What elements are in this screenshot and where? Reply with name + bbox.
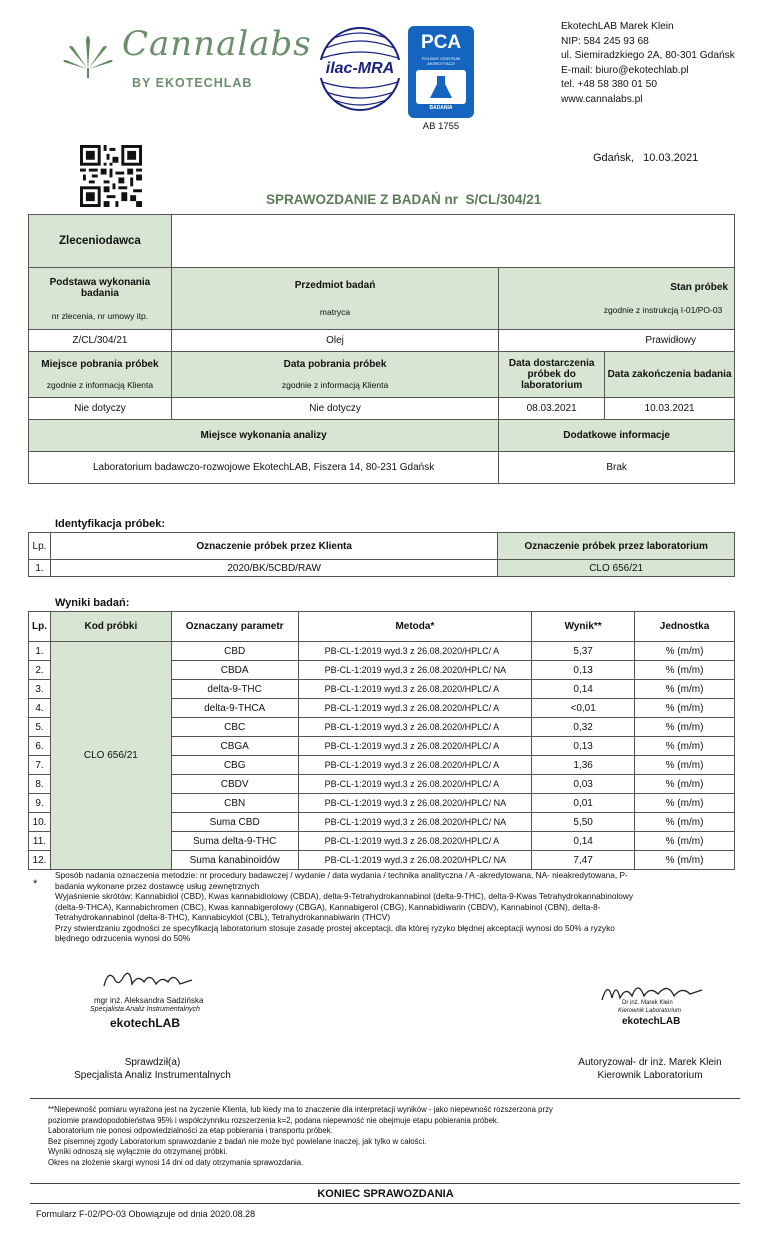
info-table	[28, 214, 735, 484]
ident-lp-header: Lp.	[29, 533, 51, 560]
row-result: 1,36	[532, 756, 635, 775]
subject-sub: matryca	[319, 307, 351, 317]
subject-label: Przedmiot badań	[294, 280, 376, 291]
ident-lab-header: Oznaczenie próbek przez laboratorium	[498, 533, 735, 560]
row-result: 0,14	[532, 680, 635, 699]
footnote-line: Laboratorium nie ponosi odpowiedzialności za etap pobierania i transportu próbek.	[48, 1126, 333, 1135]
note-line: Tetrahydrokannabinol (delta-8-THC), Kannabicyklol (CBL), Tetrahydrokannabiwarin (THCV)	[55, 912, 391, 922]
client-value	[171, 215, 734, 268]
report-number: S/CL/304/21	[465, 192, 542, 207]
row-lp: 3.	[29, 680, 51, 699]
left-signature	[80, 966, 230, 1036]
end-date-value: 10.03.2021	[605, 398, 735, 420]
left-caption	[70, 1056, 235, 1082]
row-method: PB-CL-1:2019 wyd.3 z 26.08.2020/HPLC/ A	[298, 832, 532, 851]
notes-block	[55, 870, 745, 944]
ilac-text: ilac-MRA	[325, 60, 395, 77]
ident-lp: 1.	[29, 560, 51, 577]
ident-row	[29, 560, 735, 577]
pca-badania: BADANIA	[429, 105, 453, 111]
extra-info-label: Dodatkowe informacje	[499, 420, 735, 452]
row-method: PB-CL-1:2019 wyd.3 z 26.08.2020/HPLC/ A	[298, 756, 532, 775]
note-line: Wyjaśnienie skrótów: Kannabidiol (CBD), Kwas kannabidiolowy (CBDA), delta-9-Tetrahydrokannabinol (delta-9-THC), delta-9-Kwas Tetrahydrokannabinolowy	[55, 891, 634, 901]
row-unit: % (m/m)	[635, 661, 735, 680]
basis-sub: nr zlecenia, nr umowy itp.	[51, 310, 149, 321]
row-method: PB-CL-1:2019 wyd.3 z 26.08.2020/HPLC/ A	[298, 775, 532, 794]
row-param: CBC	[171, 718, 298, 737]
state-header	[499, 268, 735, 330]
ident-lab-value: CLO 656/21	[498, 560, 735, 577]
row-result: 5,37	[532, 642, 635, 661]
end-divider-bottom	[30, 1203, 740, 1204]
ident-client-header: Oznaczenie próbek przez Klienta	[50, 533, 497, 560]
basis-value: Z/CL/304/21	[29, 330, 172, 352]
notes-star: *	[33, 878, 38, 890]
row-param: CBN	[171, 794, 298, 813]
row-unit: % (m/m)	[635, 756, 735, 775]
sampling-place-sub: zgodnie z informacją Klienta	[46, 380, 154, 390]
basis-header	[29, 268, 172, 330]
pca-logo	[408, 26, 474, 118]
row-unit: % (m/m)	[635, 813, 735, 832]
sampling-date-value: Nie dotyczy	[171, 398, 498, 420]
row-method: PB-CL-1:2019 wyd.3 z 26.08.2020/HPLC/ NA	[298, 813, 532, 832]
state-label: Stan próbek	[670, 282, 728, 293]
sampling-date-header	[171, 352, 498, 398]
row-result: <0,01	[532, 699, 635, 718]
subject-value: Olej	[171, 330, 498, 352]
left-signer-role: Specjalista Analiz Instrumentalnych	[90, 1006, 200, 1013]
company-address: ul. Siemiradzkiego 2A, 80-301 Gdańsk	[561, 50, 735, 62]
row-param: CBDV	[171, 775, 298, 794]
sampling-date-label: Data pobrania próbek	[283, 359, 387, 370]
cannabis-leaf-icon	[60, 30, 116, 80]
col-lp-header: Lp.	[29, 612, 51, 642]
row-unit: % (m/m)	[635, 737, 735, 756]
logo-name: Cannalabs	[122, 24, 312, 64]
row-lp: 10.	[29, 813, 51, 832]
sampling-place-header	[29, 352, 172, 398]
right-signer-name: Dr inż. Marek Klein	[622, 1000, 673, 1006]
footnote-line: poziomie prawdopodobieństwa 95% i współczynniku rozszerzenia k=2, podana niepewność nie obejmuje etapu pobierania próbek.	[48, 1115, 499, 1125]
company-web: www.cannalabs.pl	[561, 93, 643, 105]
end-of-report: KONIEC SPRAWOZDANIA	[317, 1188, 454, 1200]
delivery-date-label: Data dostarczenia próbek do laboratorium	[499, 352, 605, 398]
report-date	[593, 152, 698, 164]
row-param: CBD	[171, 642, 298, 661]
ident-heading: Identyfikacja próbek:	[55, 518, 166, 530]
row-lp: 5.	[29, 718, 51, 737]
row-lp: 6.	[29, 737, 51, 756]
right-ekotech-logo: ekotechLAB	[622, 1016, 681, 1027]
col-method-header: Metoda*	[298, 612, 532, 642]
col-param-header: Oznaczany parametr	[171, 612, 298, 642]
form-number: Formularz F-02/PO-03 Obowiązuje od dnia 2020.08.28	[36, 1209, 256, 1219]
right-caption-2: Kierownik Laboratorium	[597, 1070, 703, 1081]
row-unit: % (m/m)	[635, 680, 735, 699]
pca-flask-box	[416, 70, 466, 104]
row-lp: 8.	[29, 775, 51, 794]
note-line: błędnego odrzucenia wynosi do 50%	[55, 933, 191, 943]
report-title	[266, 192, 541, 207]
row-unit: % (m/m)	[635, 775, 735, 794]
basis-label: Podstawa wykonania badania	[49, 276, 151, 299]
row-lp: 11.	[29, 832, 51, 851]
row-param: delta-9-THCA	[171, 699, 298, 718]
row-method: PB-CL-1:2019 wyd.3 z 26.08.2020/HPLC/ A	[298, 680, 532, 699]
qr-code	[80, 145, 142, 207]
row-method: PB-CL-1:2019 wyd.3 z 26.08.2020/HPLC/ A	[298, 737, 532, 756]
row-result: 0,13	[532, 737, 635, 756]
accreditation-number: AB 1755	[422, 121, 460, 132]
footnote-line: Bez pisemnej zgody Laboratorium sprawozdanie z badań nie może być powielane inaczej, jak tylko w całości.	[48, 1136, 427, 1146]
row-result: 0,14	[532, 832, 635, 851]
results-body	[29, 642, 735, 870]
note-line: (delta-9-THCA), Kannabichromen (CBC), Kwas kannabigerolowy (CBGA), Kannabigerol (CBG), Kannabidiwarin (CBDV), Kannabinol (CBN), delta-8-	[55, 901, 601, 912]
cannalabs-logo	[60, 24, 312, 94]
table-row	[29, 642, 735, 661]
end-divider	[30, 1183, 740, 1184]
row-result: 0,32	[532, 718, 635, 737]
state-sub: zgodnie z instrukcją I-01/PO-03	[603, 305, 723, 315]
right-caption	[560, 1056, 740, 1082]
company-email: E-mail: biuro@ekotechlab.pl	[561, 64, 689, 76]
row-result: 7,47	[532, 851, 635, 870]
analysis-place-value: Laboratorium badawczo-rozwojowe EkotechLAB, Fiszera 14, 80-231 Gdańsk	[29, 452, 499, 484]
row-param: Suma delta-9-THC	[171, 832, 298, 851]
row-param: CBGA	[171, 737, 298, 756]
left-caption-1: Sprawdził(a)	[124, 1057, 181, 1068]
row-param: CBG	[171, 756, 298, 775]
row-param: CBDA	[171, 661, 298, 680]
delivery-date-value: 08.03.2021	[499, 398, 605, 420]
left-ekotech-logo: ekotechLAB	[110, 1016, 181, 1030]
row-method: PB-CL-1:2019 wyd.3 z 26.08.2020/HPLC/ A	[298, 699, 532, 718]
pca-subtitle: POLSKIE CENTRUM AKREDYTACJI	[421, 56, 461, 66]
col-unit-header: Jednostka	[635, 612, 735, 642]
footnotes-divider	[30, 1098, 740, 1099]
row-param: Suma CBD	[171, 813, 298, 832]
report-date-value: 10.03.2021	[643, 152, 699, 164]
company-nip: NIP: 584 245 93 68	[561, 35, 649, 47]
right-caption-1: Autoryzował- dr inż. Marek Klein	[578, 1057, 722, 1068]
row-unit: % (m/m)	[635, 699, 735, 718]
ident-client-value: 2020/BK/5CBD/RAW	[50, 560, 497, 577]
row-result: 0,01	[532, 794, 635, 813]
row-unit: % (m/m)	[635, 642, 735, 661]
results-table	[28, 611, 735, 870]
row-method: PB-CL-1:2019 wyd.3 z 26.08.2020/HPLC/ A	[298, 642, 532, 661]
results-heading: Wyniki badań:	[55, 597, 130, 609]
row-lp: 7.	[29, 756, 51, 775]
flask-icon	[416, 70, 466, 104]
company-name: EkotechLAB Marek Klein	[561, 21, 674, 32]
left-signer-name: mgr inż. Aleksandra Sadzińska	[94, 996, 204, 1005]
row-lp: 4.	[29, 699, 51, 718]
row-param: delta-9-THC	[171, 680, 298, 699]
end-date-label: Data zakończenia badania	[605, 352, 735, 398]
footnote-line: Okres na złożenie skargi wynosi 14 dni od daty otrzymania sprawozdania.	[48, 1157, 304, 1167]
row-unit: % (m/m)	[635, 794, 735, 813]
col-code-header: Kod próbki	[50, 612, 171, 642]
row-param: Suma kanabinoidów	[171, 851, 298, 870]
row-result: 0,13	[532, 661, 635, 680]
sample-code: CLO 656/21	[50, 642, 171, 870]
sampling-place-value: Nie dotyczy	[29, 398, 172, 420]
row-method: PB-CL-1:2019 wyd.3 z 26.08.2020/HPLC/ NA	[298, 661, 532, 680]
footnotes-block	[48, 1105, 728, 1168]
ident-table	[28, 532, 735, 577]
row-lp: 1.	[29, 642, 51, 661]
row-lp: 2.	[29, 661, 51, 680]
logo-subtitle: BY EKOTECHLAB	[132, 76, 253, 90]
company-phone: tel. +48 58 380 01 50	[561, 79, 658, 91]
note-line: Przy stwierdzaniu zgodności ze specyfikacją laboratorium stosuje zasadę prostej akceptacji, dla której ryzyko błędnej akceptacji wynosi do 50% a ryzyko	[55, 922, 615, 933]
col-result-header: Wynik**	[532, 612, 635, 642]
footnote-line: Wyniki odnoszą się wyłącznie do otrzymanej próbki.	[48, 1147, 228, 1156]
row-unit: % (m/m)	[635, 718, 735, 737]
extra-info-value: Brak	[499, 452, 735, 484]
row-method: PB-CL-1:2019 wyd.3 z 26.08.2020/HPLC/ NA	[298, 794, 532, 813]
sampling-date-sub: zgodnie z informacją Klienta	[281, 380, 389, 390]
row-lp: 12.	[29, 851, 51, 870]
client-label: Zleceniodawca	[29, 215, 172, 268]
right-signer-role: Kierownik Laboratorium	[618, 1008, 682, 1014]
handwritten-signature-left	[100, 966, 200, 996]
report-title-label: SPRAWOZDANIE Z BADAŃ nr	[266, 192, 458, 207]
report-place: Gdańsk,	[593, 152, 634, 164]
subject-header	[171, 268, 498, 330]
row-lp: 9.	[29, 794, 51, 813]
row-method: PB-CL-1:2019 wyd.3 z 26.08.2020/HPLC/ NA	[298, 851, 532, 870]
right-signature	[598, 978, 718, 1048]
footnote-line: **Niepewność pomiaru wyrażona jest na życzenie Klienta, lub kiedy ma to znaczenie dla interpretacji wyników - jako niepewność rozszerzona przy	[48, 1105, 553, 1114]
row-unit: % (m/m)	[635, 832, 735, 851]
row-result: 5,50	[532, 813, 635, 832]
row-method: PB-CL-1:2019 wyd.3 z 26.08.2020/HPLC/ A	[298, 718, 532, 737]
left-caption-2: Specjalista Analiz Instrumentalnych	[74, 1070, 231, 1081]
note-line: Sposób nadania oznaczenia metodzie: nr procedury badawczej / wydanie / data wydania / technika analityczna / A -akredytowana, NA- nieakredytowana, P-	[55, 870, 628, 880]
note-line: badania wykonane przez dostawcę usług zewnętrznych	[55, 880, 260, 891]
state-value: Prawidłowy	[499, 330, 735, 352]
sampling-place-label: Miejsce pobrania próbek	[41, 359, 159, 370]
pca-text: PCA	[420, 32, 462, 53]
ilac-mra-logo	[316, 26, 404, 112]
row-result: 0,03	[532, 775, 635, 794]
row-unit: % (m/m)	[635, 851, 735, 870]
company-info	[561, 20, 735, 108]
analysis-place-label: Miejsce wykonania analizy	[29, 420, 499, 452]
